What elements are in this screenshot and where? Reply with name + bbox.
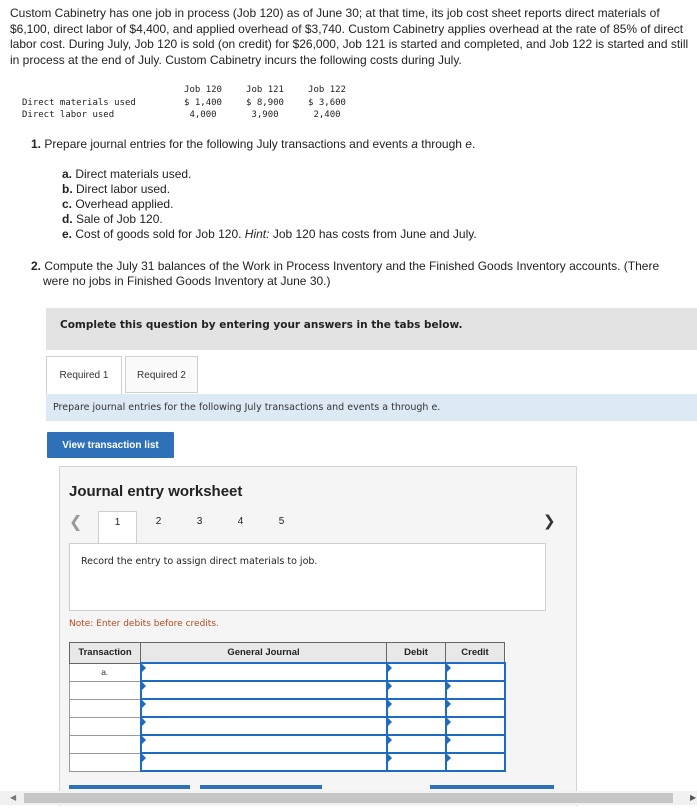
credit-input[interactable] <box>446 753 505 771</box>
worksheet-page-1[interactable]: 1 <box>98 511 137 544</box>
dropdown-marker-icon <box>388 754 392 762</box>
account-input[interactable] <box>141 699 387 717</box>
worksheet-page-2[interactable]: 2 <box>155 516 162 527</box>
view-general-journal-button[interactable] <box>430 785 554 789</box>
credit-input[interactable] <box>446 699 505 717</box>
question-number: 2. <box>31 259 42 273</box>
cost-table-row <box>22 97 358 110</box>
dropdown-marker-icon <box>447 718 451 726</box>
tab-required-1[interactable]: Required 1 <box>46 356 122 394</box>
dropdown-marker-icon <box>388 664 392 672</box>
dropdown-marker-icon <box>142 754 146 762</box>
horizontal-scrollbar[interactable] <box>0 791 697 805</box>
debit-input[interactable] <box>387 753 446 771</box>
scroll-right-arrow-icon[interactable]: ▶ <box>690 793 697 802</box>
scrollbar-thumb[interactable] <box>24 793 673 803</box>
question-text: through <box>417 137 466 151</box>
chevron-right-icon[interactable]: ❯ <box>543 513 556 530</box>
scroll-left-arrow-icon[interactable]: ◀ <box>10 793 17 802</box>
view-transaction-list-button[interactable]: View transaction list <box>47 432 174 458</box>
dropdown-marker-icon <box>447 736 451 744</box>
journal-header: Credit <box>446 643 505 664</box>
cost-cell: $ 3,600 <box>308 97 346 108</box>
dropdown-marker-icon <box>142 682 146 690</box>
cost-cell: 3,900 <box>251 110 279 121</box>
clear-entry-button[interactable] <box>200 785 322 789</box>
dropdown-marker-icon <box>142 700 146 708</box>
worksheet-page-3[interactable]: 3 <box>196 516 203 527</box>
credit-input[interactable] <box>446 717 505 735</box>
table-row <box>70 753 505 771</box>
tab-instruction: Prepare journal entries for the following July transactions and events a through e. <box>46 394 697 421</box>
credit-input[interactable] <box>446 681 505 699</box>
list-item <box>62 227 477 242</box>
transaction-cell <box>70 717 141 735</box>
journal-header: General Journal <box>141 643 387 664</box>
problem-intro-text: Custom Cabinetry has one job in process (Job 120) as of June 30; at that time, its job cost sheet reports direct materials of $6,100, direct labor of $4,400, and applied overhead of $3,740. Custom Cabinetry applies overhead at the rate of 85% of direct labor cost. During July, Job 120 is sold (on credit) for $26,000, Job 121 is started and completed, and Job 122 is started and still in process at the end of July. Custom Cabinetry incurs the following costs during July. <box>10 6 689 67</box>
question-1 <box>31 137 475 151</box>
chevron-left-icon[interactable]: ❮ <box>69 514 83 531</box>
dropdown-marker-icon <box>142 718 146 726</box>
item-letter: b. <box>62 182 73 196</box>
dropdown-marker-icon <box>447 754 451 762</box>
cost-cell: $ 1,400 <box>184 97 222 108</box>
job-cost-table <box>22 84 358 122</box>
dropdown-marker-icon <box>447 682 451 690</box>
account-input[interactable] <box>141 681 387 699</box>
worksheet-page-5[interactable]: 5 <box>278 516 285 527</box>
list-item <box>62 167 477 182</box>
question-number: 1. <box>31 137 42 151</box>
cost-table-header: Job 122 <box>308 85 346 96</box>
item-text: Cost of goods sold for Job 120. <box>72 227 245 241</box>
debit-input[interactable] <box>387 663 446 681</box>
journal-table <box>69 642 506 772</box>
worksheet-page-4[interactable]: 4 <box>237 516 244 527</box>
entry-description-box: Record the entry to assign direct materials to job. <box>69 543 546 611</box>
dropdown-marker-icon <box>447 700 451 708</box>
cost-cell: $ 8,900 <box>246 97 284 108</box>
list-item <box>62 197 477 212</box>
dropdown-marker-icon <box>447 664 451 672</box>
tab-required-2[interactable]: Required 2 <box>125 356 198 393</box>
question-text: . <box>471 137 476 151</box>
item-text: Direct labor used. <box>72 182 171 196</box>
item-text: Sale of Job 120. <box>72 212 163 226</box>
cost-cell: 4,000 <box>189 110 217 121</box>
debit-input[interactable] <box>387 735 446 753</box>
list-item <box>62 212 477 227</box>
question-italic: e <box>465 137 472 151</box>
transaction-cell <box>70 681 141 699</box>
worksheet-title: Journal entry worksheet <box>69 483 243 500</box>
transaction-list <box>62 167 477 242</box>
worksheet-note: Note: Enter debits before credits. <box>69 619 219 629</box>
item-text: Direct materials used. <box>72 167 192 181</box>
hint-text: Job 120 has costs from June and July. <box>269 227 477 241</box>
dropdown-marker-icon <box>388 736 392 744</box>
debit-input[interactable] <box>387 699 446 717</box>
cost-table-header: Job 120 <box>184 85 222 96</box>
transaction-cell <box>70 699 141 717</box>
list-item <box>62 182 477 197</box>
record-entry-button[interactable] <box>69 785 190 789</box>
table-row <box>70 699 505 717</box>
question-text: were no jobs in Finished Goods Inventory at June 30.) <box>43 274 331 288</box>
question-text: Prepare journal entries for the following July transactions and events <box>41 137 412 151</box>
dropdown-marker-icon <box>388 718 392 726</box>
question-italic: a <box>411 137 418 151</box>
cost-row-label: Direct materials used <box>22 97 136 108</box>
dropdown-marker-icon <box>142 664 146 672</box>
table-row <box>70 663 505 681</box>
table-row <box>70 735 505 753</box>
debit-input[interactable] <box>387 717 446 735</box>
journal-header: Transaction <box>70 643 141 664</box>
item-letter: a. <box>62 167 73 181</box>
credit-input[interactable] <box>446 735 505 753</box>
table-row <box>70 717 505 735</box>
cost-row-label: Direct labor used <box>22 110 115 121</box>
transaction-cell: a. <box>70 663 141 681</box>
dropdown-marker-icon <box>388 682 392 690</box>
transaction-cell <box>70 735 141 753</box>
account-input[interactable] <box>141 717 387 735</box>
journal-header: Debit <box>387 643 446 664</box>
dropdown-marker-icon <box>388 700 392 708</box>
debit-input[interactable] <box>387 681 446 699</box>
instructions-banner <box>46 308 697 350</box>
cost-table-header: Job 121 <box>246 85 284 96</box>
transaction-cell <box>70 753 141 771</box>
item-letter: e. <box>62 227 73 241</box>
cost-cell: 2,400 <box>313 110 341 121</box>
cost-table-row <box>22 109 358 122</box>
item-text: Overhead applied. <box>72 197 174 211</box>
question-2 <box>31 259 691 289</box>
account-input[interactable] <box>141 663 387 681</box>
account-input[interactable] <box>141 753 387 771</box>
banner-text: Complete this question by entering your answers in the tabs below. <box>60 319 463 331</box>
table-row <box>70 681 505 699</box>
question-text: Compute the July 31 balances of the Work in Process Inventory and the Finished Goods Inventory accounts. (There <box>41 259 660 273</box>
item-letter: d. <box>62 212 73 226</box>
hint-label: Hint: <box>244 227 270 241</box>
account-input[interactable] <box>141 735 387 753</box>
dropdown-marker-icon <box>142 736 146 744</box>
cost-table-corner <box>22 84 172 97</box>
credit-input[interactable] <box>446 663 505 681</box>
item-letter: c. <box>62 197 73 211</box>
